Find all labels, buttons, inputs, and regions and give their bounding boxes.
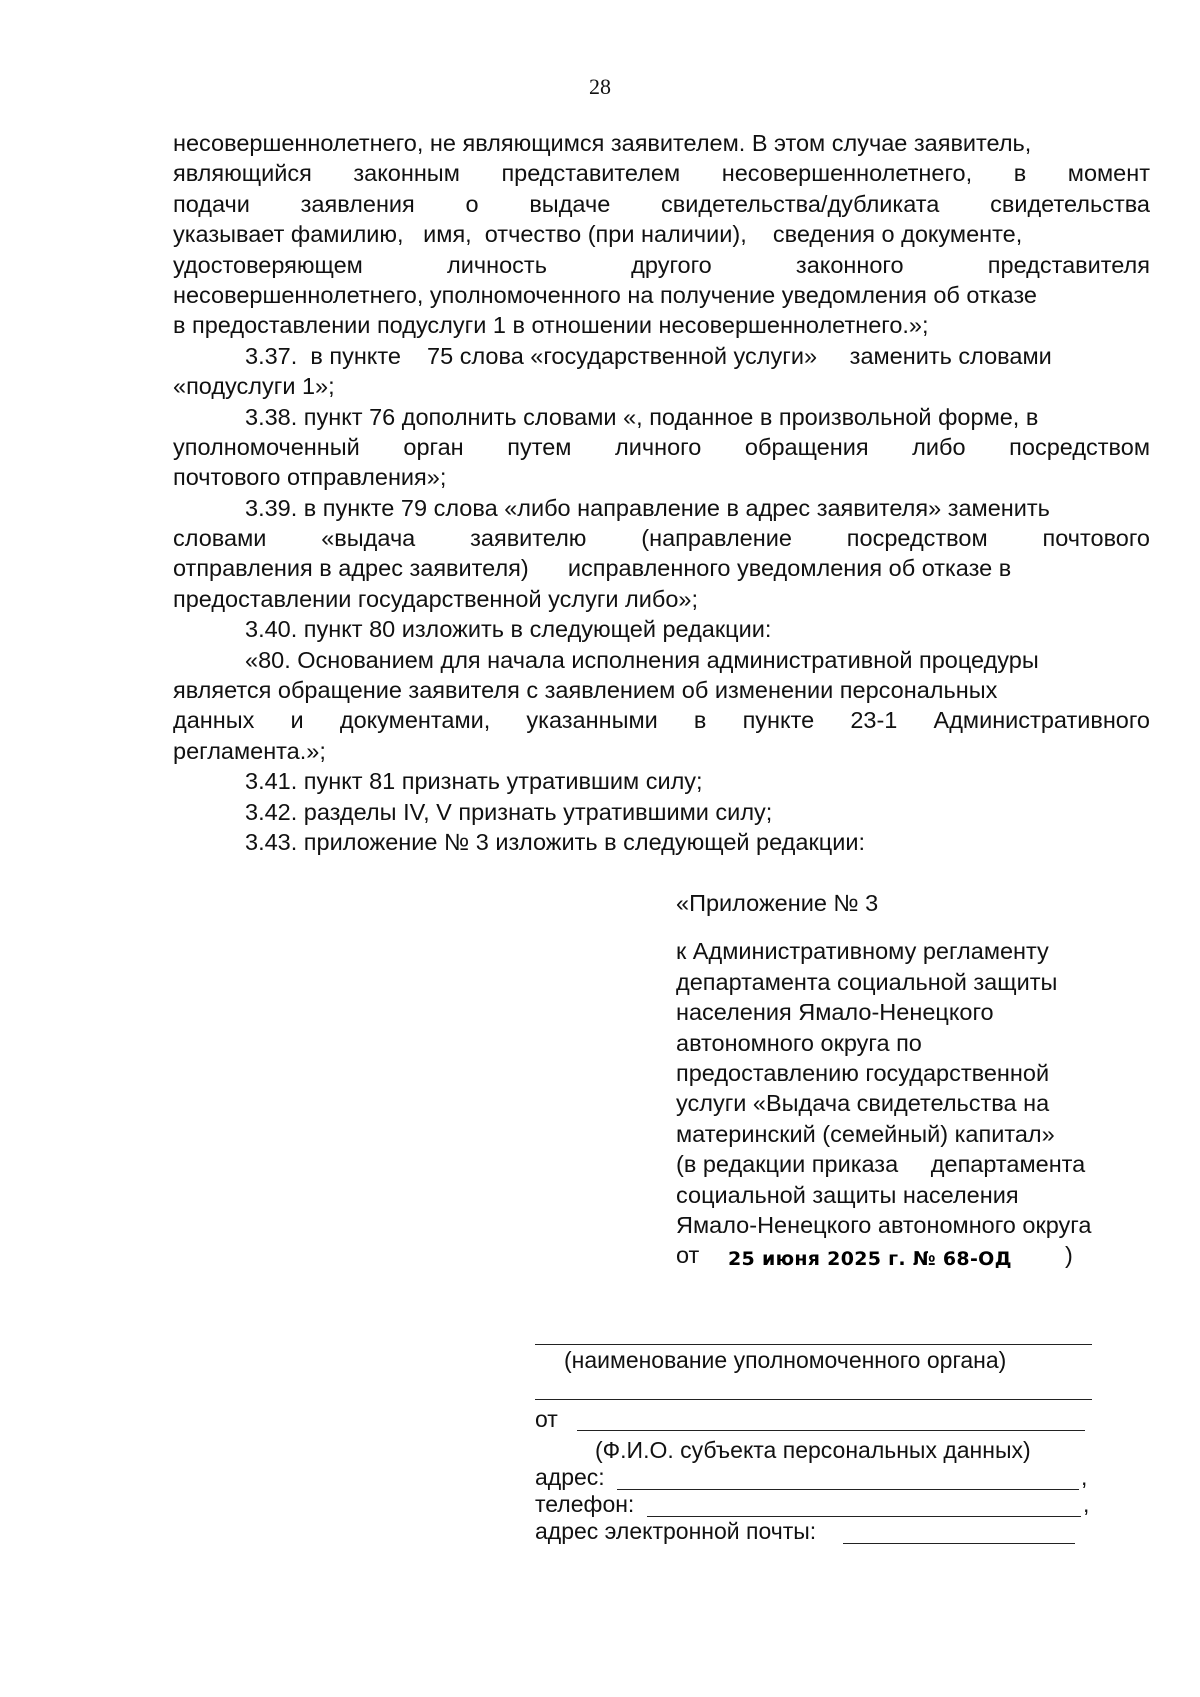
appendix-line: департамента социальной защиты — [676, 968, 1058, 995]
appendix-line: услуги «Выдача свидетельства на — [676, 1090, 1050, 1117]
appendix-description — [676, 936, 1156, 1240]
body-line: уполномоченный орган путем личного обращения либо посредством — [173, 433, 1150, 460]
appendix-line: социальной защиты населения — [676, 1181, 1019, 1208]
body-line: 3.39. в пункте 79 слова «либо направление в адрес заявителя» заменить — [245, 494, 1050, 521]
body-line: почтового отправления»; — [173, 464, 447, 491]
phone-label: телефон: — [535, 1491, 635, 1517]
person-caption: (Ф.И.О. субъекта персональных данных) — [595, 1437, 1031, 1463]
body-line: отправления в адрес заявителя) исправленного уведомления об отказе в — [173, 555, 1012, 582]
email-field-line — [843, 1543, 1075, 1544]
from-name-line — [577, 1430, 1085, 1431]
order-closing-paren: ) — [1065, 1242, 1073, 1269]
address-comma: , — [1081, 1464, 1088, 1490]
page-number: 28 — [589, 74, 611, 99]
body-line: являющийся законным представителем несовершеннолетнего, в момент — [173, 160, 1150, 187]
authority-name-line — [535, 1344, 1092, 1345]
appendix-line: материнский (семейный) капитал» — [676, 1120, 1055, 1147]
body-line: 3.41. пункт 81 признать утратившим силу; — [245, 768, 703, 795]
body-line: данных и документами, указанными в пункте 23-1 Административного — [173, 707, 1150, 734]
body-line: 3.43. приложение № 3 изложить в следующей редакции: — [245, 828, 865, 855]
authority-name-line-2 — [535, 1399, 1092, 1400]
body-line: 3.38. пункт 76 дополнить словами «, поданное в произвольной форме, в — [245, 403, 1039, 430]
address-label: адрес: — [535, 1464, 605, 1490]
order-from-label: от — [676, 1242, 700, 1269]
body-line: несовершеннолетнего, уполномоченного на получение уведомления об отказе — [173, 281, 1037, 308]
body-line: подачи заявления о выдаче свидетельства/дубликата свидетельства — [173, 190, 1150, 217]
body-line: несовершеннолетнего, не являющимся заявителем. В этом случае заявитель, — [173, 130, 1032, 156]
body-line: является обращение заявителя с заявлением об изменении персональных — [173, 677, 998, 704]
email-label: адрес электронной почты: — [535, 1518, 817, 1544]
appendix-line: (в редакции приказа департамента — [676, 1151, 1086, 1178]
body-line: «80. Основанием для начала исполнения административной процедуры — [245, 646, 1039, 673]
body-line: «подуслуги 1»; — [173, 373, 335, 400]
body-line: регламента.»; — [173, 737, 326, 764]
appendix-title: «Приложение № 3 — [676, 890, 879, 916]
appendix-header — [676, 888, 1156, 1271]
body-line: в предоставлении подуслуги 1 в отношении несовершеннолетнего.»; — [173, 312, 929, 339]
body-line: 3.40. пункт 80 изложить в следующей редакции: — [245, 616, 772, 643]
address-field-line — [617, 1489, 1079, 1490]
body-line: указывает фамилию, имя, отчество (при наличии), сведения о документе, — [173, 221, 1023, 248]
phone-comma: , — [1083, 1491, 1090, 1517]
amendment-text — [173, 128, 1150, 857]
order-reference — [676, 1240, 1156, 1270]
body-line: удостоверяющем личность другого законного представителя — [173, 251, 1150, 278]
body-line: 3.42. разделы IV, V признать утратившими силу; — [245, 798, 773, 825]
body-line: словами «выдача заявителю (направление посредством почтового — [173, 525, 1150, 552]
appendix-line: автономного округа по — [676, 1029, 922, 1056]
appendix-line: предоставлению государственной — [676, 1059, 1050, 1086]
from-label: от — [535, 1406, 558, 1432]
order-date-number: 25 июня 2025 г. № 68-ОД — [728, 1248, 1012, 1271]
appendix-line: Ямало-Ненецкого автономного округа — [676, 1211, 1092, 1238]
body-line: предоставлении государственной услуги либо»; — [173, 585, 699, 612]
body-line: 3.37. в пункте 75 слова «государственной услуги» заменить словами — [245, 342, 1052, 369]
appendix-line: к Административному регламенту — [676, 938, 1049, 965]
appendix-line: населения Ямало-Ненецкого — [676, 999, 994, 1026]
authority-caption: (наименование уполномоченного органа) — [564, 1347, 1007, 1373]
